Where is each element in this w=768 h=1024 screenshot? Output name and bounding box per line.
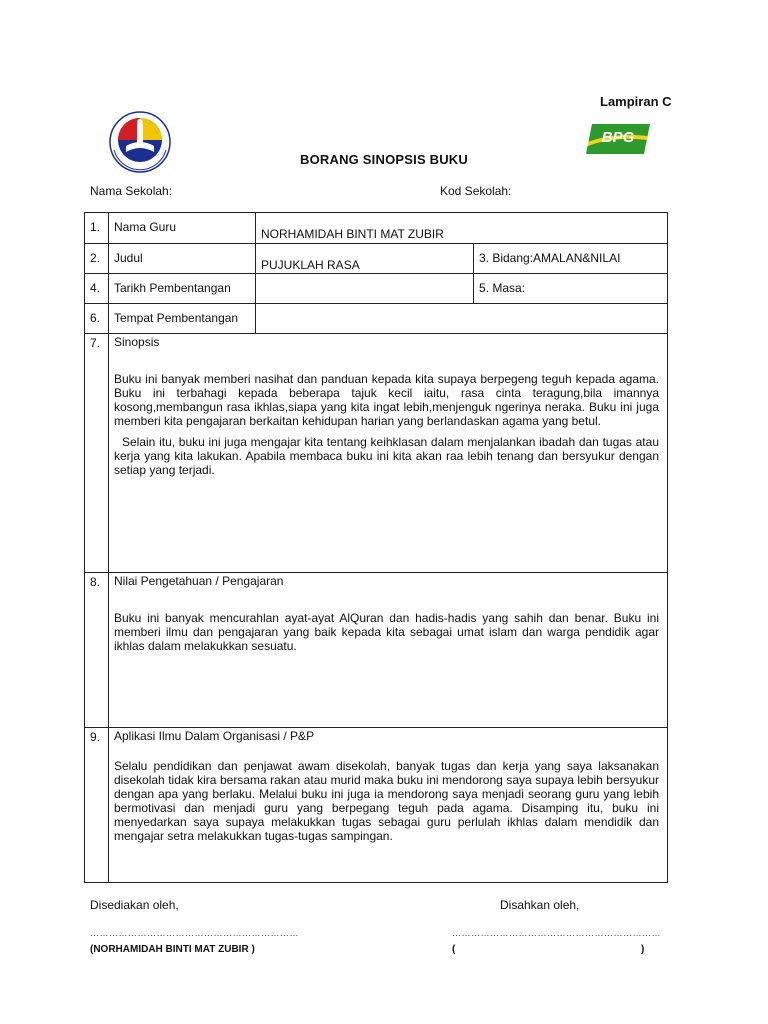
application-block[interactable]	[109, 728, 668, 883]
book-title-value[interactable]: PUJUKLAH RASA	[256, 244, 474, 274]
row-number: 8.	[85, 573, 109, 728]
form-row-title	[85, 244, 668, 274]
prepared-by-label: Disediakan oleh,	[90, 898, 179, 912]
values-paragraph: Buku ini banyak mencurahlan ayat-ayat AlQuran dan hadis-hadis yang sahih dan benar. Buku ini memberi ilmu dan pengajaran yang baik kepada kita sebagai umat islam dan warga pendidik agar ikhlas dalam melakukkan sesuatu.	[114, 611, 659, 653]
values-block[interactable]	[109, 573, 668, 728]
synopsis-paragraph-2: Selain itu, buku ini juga mengajar kita tentang keihklasan dalam menjalankan ibadah dan tugas atau kerja yang kita lakukan. Apabila membaca buku ini kita akan raa lebih tenang dan bersyukur dengan setiap yang terjadi.	[114, 435, 659, 477]
synopsis-form-table	[84, 212, 668, 883]
application-paragraph: Selalu pendidikan dan penjawat awam disekolah, banyak tugas dan kerja yang saya laksanakan disekolah tidak kira bersama rakan atau murid maka buku ini mendorong saya supaya lebih bersyukur dengan apa yang berlaku. Melalui buku ini juga ia mendorong saya menjadi seorang guru yang lebih bermotivasi dan menjadi guru yang berpegang teguh pada agama. Disamping itu, buku ini menyedarkan saya supaya melakukkan tugas sebagai guru perlulah ikhlas dalam mendidik dan mengajar setra melakukkan tugas-tugas sampingan.	[114, 759, 659, 843]
synopsis-paragraph-1: Buku ini banyak memberi nasihat dan panduan kepada kita supaya berpegeng teguh kepada agama. Buku ini terbahagi kepada beberapa tajuk kecil iaitu, rasa cinta teragung,bila imannya kosong,membangun rasa ikhlas,siapa yang kita ingat lebih,menjenguk ngerinya neraka. Buku ini juga memberi kita pengajaran berkaitan kehidupan harian yang berlandaskan agama yang betul.	[114, 372, 659, 428]
teacher-name-label: Nama Guru	[109, 213, 256, 244]
bpg-logo-text: BPG	[601, 129, 635, 146]
approved-signature-line[interactable]: …………………………………………………………	[452, 928, 661, 938]
synopsis-block[interactable]	[109, 334, 668, 573]
approved-by-label: Disahkan oleh,	[500, 898, 580, 912]
application-label: Aplikasi Ilmu Dalam Organisasi / P&P	[114, 729, 315, 743]
row-number: 2.	[85, 244, 109, 274]
row-number: 4.	[85, 274, 109, 304]
form-row-teacher-name	[85, 213, 668, 244]
presentation-venue-label: Tempat Pembentangan	[109, 304, 256, 334]
row-number: 6.	[85, 304, 109, 334]
row-number: 7.	[85, 334, 109, 573]
values-label: Nilai Pengetahuan / Pengajaran	[114, 574, 284, 588]
synopsis-label: Sinopsis	[114, 335, 160, 349]
row-number: 9.	[85, 728, 109, 883]
prepared-by-name: (NORHAMIDAH BINTI MAT ZUBIR )	[90, 944, 255, 955]
approved-by-open-paren: (	[452, 944, 456, 955]
field-area-value[interactable]: 3. Bidang:AMALAN&NILAI	[474, 244, 668, 274]
time-label[interactable]: 5. Masa:	[474, 274, 668, 304]
presentation-date-value[interactable]	[256, 274, 474, 304]
row-number: 1.	[85, 213, 109, 244]
presentation-date-label: Tarikh Pembentangan	[109, 274, 256, 304]
approved-by-close-paren: )	[641, 944, 645, 955]
prepared-signature-line[interactable]: …………………………………………………………	[90, 928, 299, 938]
page-title: BORANG SINOPSIS BUKU	[300, 152, 468, 167]
form-row-values	[85, 573, 668, 728]
teacher-name-value[interactable]: NORHAMIDAH BINTI MAT ZUBIR	[256, 213, 668, 244]
school-name-label: Nama Sekolah:	[90, 184, 173, 198]
presentation-venue-value[interactable]	[256, 304, 668, 334]
form-row-venue	[85, 304, 668, 334]
book-title-label: Judul	[109, 244, 256, 274]
school-code-label: Kod Sekolah:	[440, 184, 512, 198]
form-row-date	[85, 274, 668, 304]
form-row-synopsis	[85, 334, 668, 573]
form-row-application	[85, 728, 668, 883]
lampiran-label: Lampiran C	[600, 94, 672, 109]
